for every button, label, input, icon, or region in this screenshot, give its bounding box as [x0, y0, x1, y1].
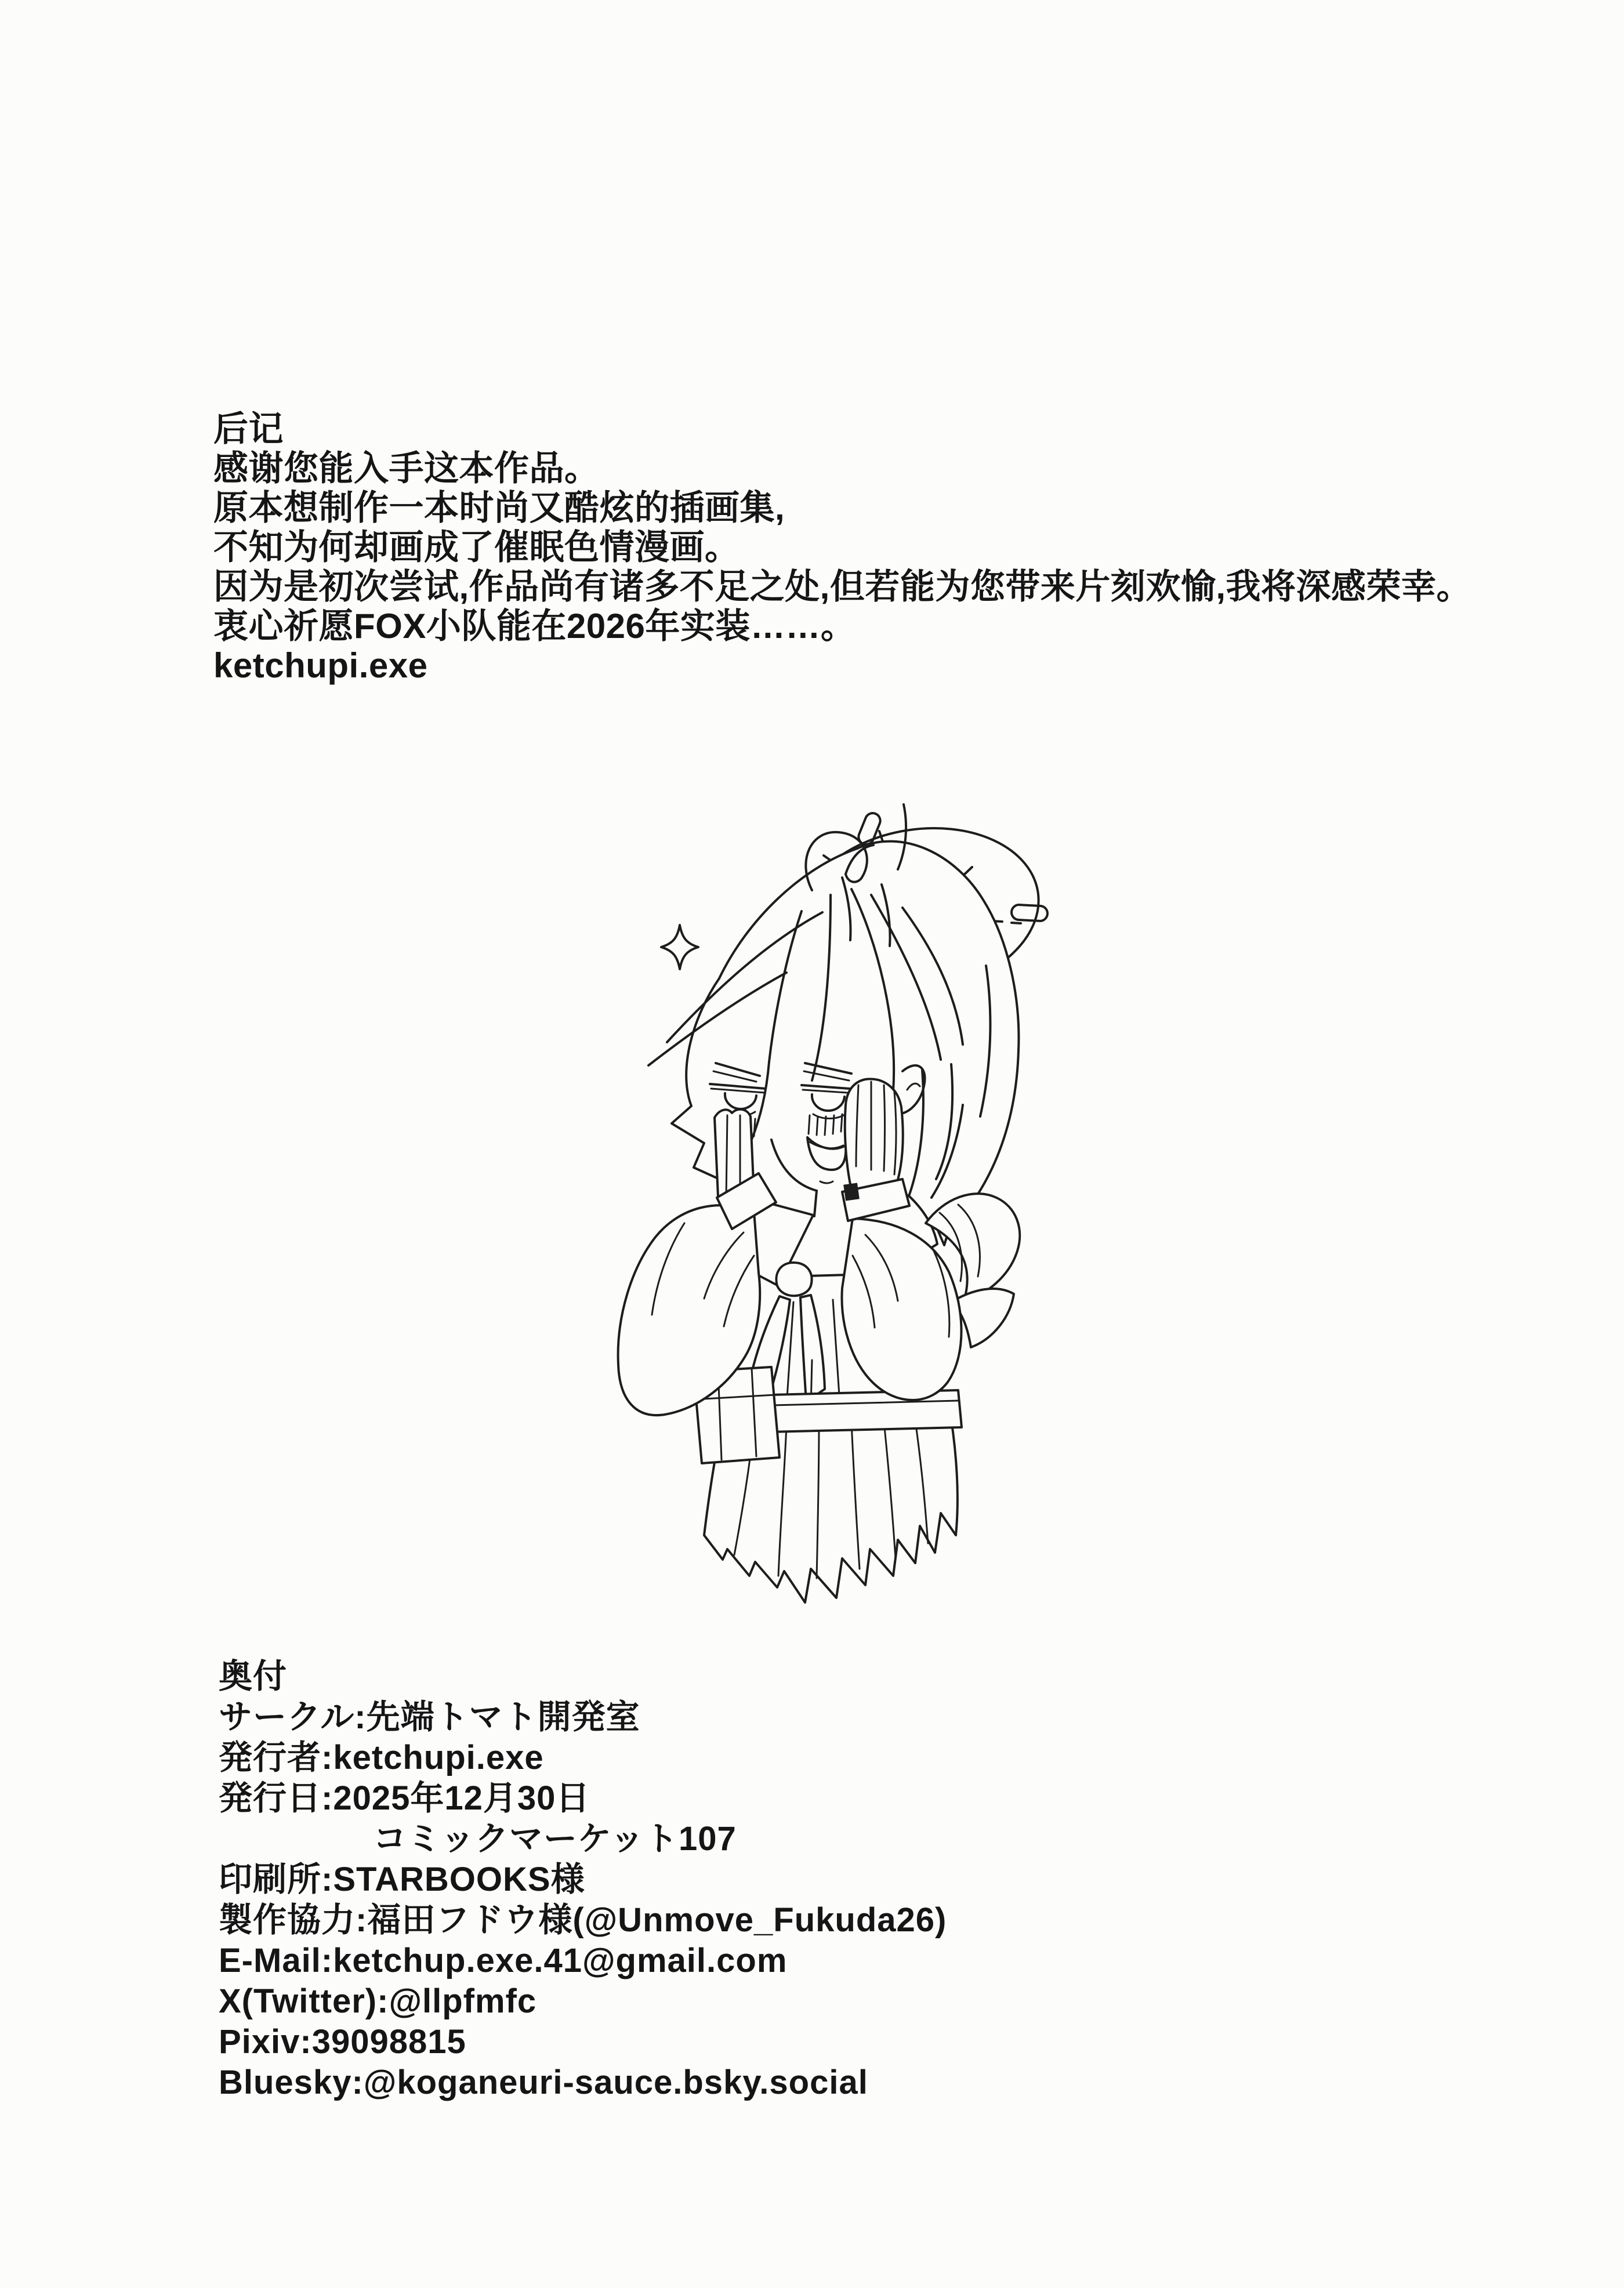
- afterword-heading: 后记: [213, 409, 284, 448]
- afterword-line: 衷心祈愿FOX小队能在2026年实装……。: [213, 607, 856, 646]
- colophon-email: E-Mail:ketchup.exe.41@gmail.com: [219, 1942, 788, 1979]
- colophon-bluesky: Bluesky:@koganeuri-sauce.bsky.social: [219, 2064, 868, 2101]
- colophon-event: コミックマーケット107: [373, 1820, 737, 1858]
- colophon-cooperation: 製作協力:福田フドウ様(@Unmove_Fukuda26): [219, 1901, 947, 1939]
- colophon-section: [219, 1656, 1408, 2103]
- afterword-section: [213, 409, 1565, 686]
- afterword-line: 感谢您能入手这本作品。: [213, 449, 600, 488]
- colophon-twitter: X(Twitter):@llpfmfc: [219, 1982, 537, 2020]
- afterword-line: 因为是初次尝试,作品尚有诸多不足之处,但若能为您带来片刻欢愉,我将深感荣幸。: [213, 567, 1472, 606]
- wristband: [843, 1183, 860, 1201]
- character-sketch-illustration: [580, 792, 1067, 1650]
- colophon-printer: 印刷所:STARBOOKS様: [219, 1861, 585, 1898]
- afterword-line: 原本想制作一本时尚又酷炫的插画集,: [213, 488, 785, 527]
- colophon-pixiv: Pixiv:39098815: [219, 2023, 466, 2061]
- afterword-line: 不知为何却画成了催眠色情漫画。: [213, 528, 740, 567]
- afterword-signature: ketchupi.exe: [213, 646, 428, 685]
- colophon-heading: 奥付: [219, 1658, 288, 1695]
- colophon-circle: サークル:先端トマト開発室: [219, 1698, 640, 1736]
- colophon-date: 発行日:2025年12月30日: [219, 1779, 590, 1817]
- colophon-publisher: 発行者:ketchupi.exe: [219, 1739, 544, 1776]
- sparkle-icon: [661, 925, 698, 969]
